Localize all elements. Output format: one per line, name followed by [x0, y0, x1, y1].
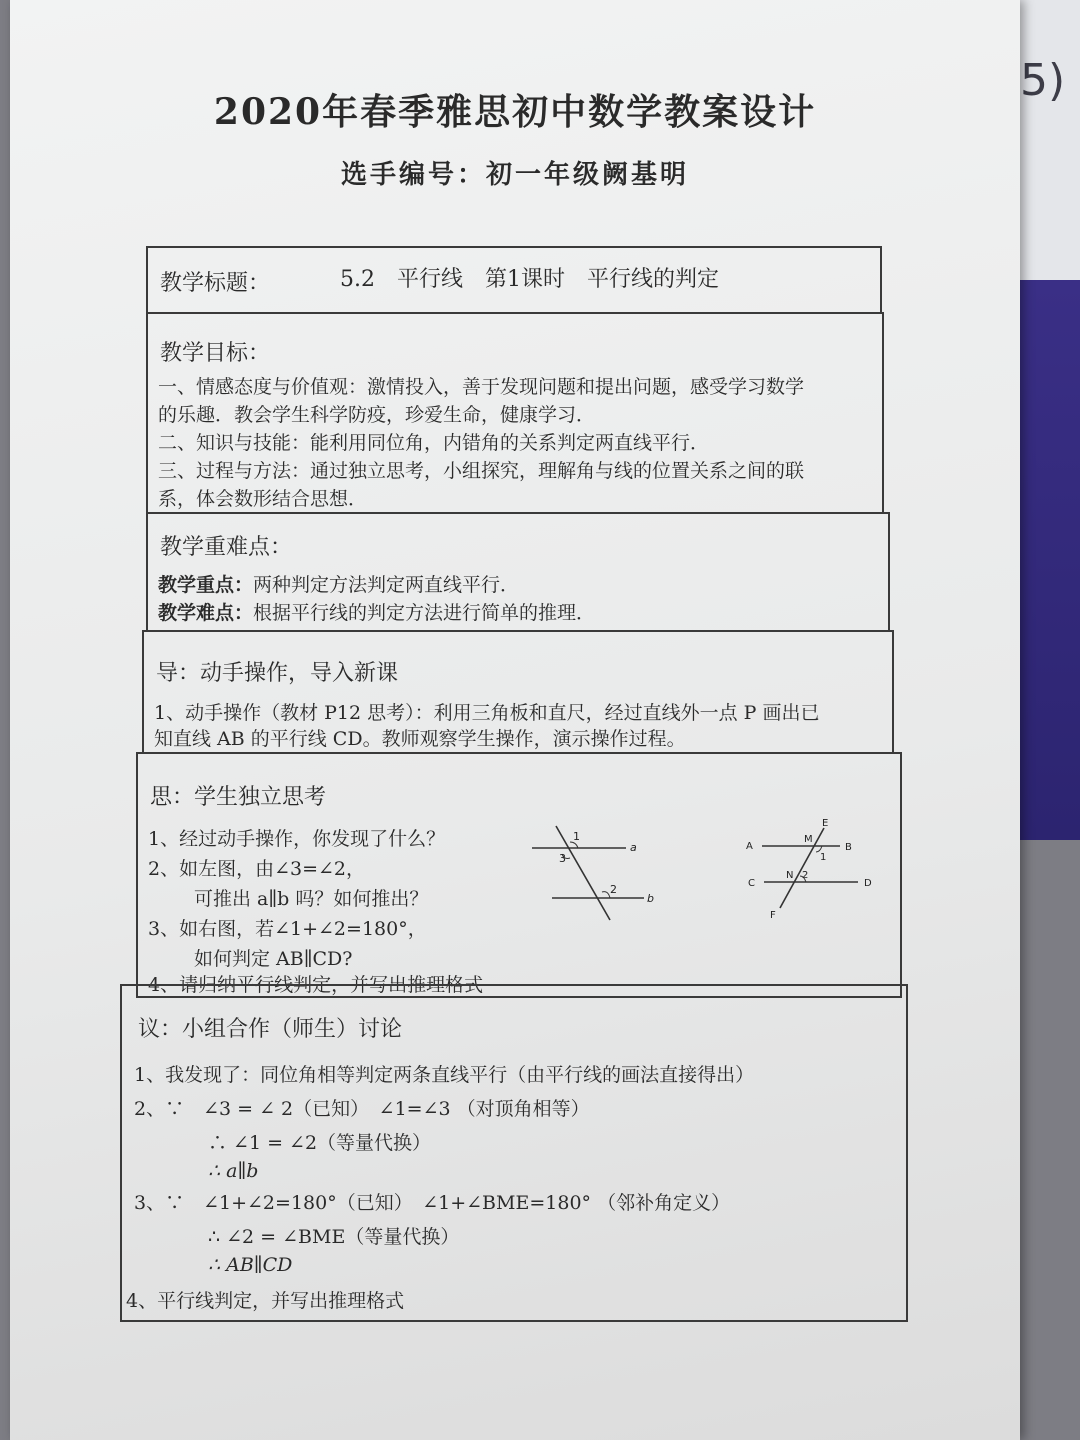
discuss-heading: 议：小组合作（师生）讨论	[138, 1017, 403, 1042]
point-label-n: N	[786, 870, 794, 881]
objective-line: 三、过程与方法：通过独立思考，小组探究，理解角与线的位置关系之间的联	[158, 460, 805, 482]
discuss-line: ∴ AB∥CD	[208, 1254, 293, 1276]
discuss-line: 2、∵ ∠3 = ∠ 2（已知） ∠1=∠3 （对顶角相等）	[134, 1098, 590, 1120]
discuss-line: 4、平行线判定，并写出推理格式	[126, 1290, 405, 1312]
think-section	[136, 752, 902, 998]
think-line: 1、经过动手操作，你发现了什么？	[148, 828, 446, 850]
key-points-heading: 教学重难点：	[160, 535, 293, 560]
discuss-line: ∴ a∥b	[208, 1160, 259, 1182]
point-label-d: D	[864, 878, 872, 889]
guide-heading: 导：动手操作，导入新课	[156, 661, 399, 686]
point-label-m: M	[804, 834, 813, 845]
think-line: 2、如左图，由∠3=∠2，	[148, 858, 366, 880]
angle-label-1: 1	[820, 852, 827, 863]
background-handwriting: 5)	[1020, 55, 1066, 106]
point-label-a: A	[746, 841, 753, 852]
guide-line: 知直线 AB 的平行线 CD。教师观察学生操作，演示操作过程。	[154, 728, 686, 750]
angle-label-2: 2	[610, 883, 617, 896]
focus-text: 两种判定方法判定两直线平行．	[253, 574, 520, 596]
discuss-section	[120, 984, 908, 1322]
angle-label-3: 3	[559, 852, 566, 865]
background-surface	[1010, 280, 1080, 840]
parallel-figure-left	[530, 820, 680, 940]
line-label-b: b	[647, 892, 654, 905]
parallel-figure-right	[744, 816, 884, 926]
topic-value: 5.2 平行线 第1课时 平行线的判定	[340, 267, 719, 292]
objectives-heading: 教学目标：	[160, 341, 271, 366]
topic-label: 教学标题：	[160, 271, 271, 296]
objective-line: 系，体会数形结合思想．	[158, 488, 368, 510]
discuss-line: ∴ ∠1 = ∠2（等量代换）	[208, 1132, 432, 1154]
difficulty-row	[158, 598, 595, 625]
think-line: 3、如右图，若∠1+∠2=180°，	[148, 918, 427, 940]
think-heading: 思：学生独立思考	[150, 785, 327, 810]
discuss-line: 1、我发现了：同位角相等判定两条直线平行（由平行线的画法直接得出）	[134, 1064, 755, 1086]
line-label-a: a	[630, 841, 637, 854]
line-ef	[780, 828, 827, 908]
think-line: 4、请归纳平行线判定，并写出推理格式	[148, 974, 484, 996]
discuss-line: 3、∵ ∠1+∠2=180°（已知） ∠1+∠BME=180° （邻补角定义）	[134, 1192, 731, 1214]
topic-section	[146, 246, 882, 314]
transversal	[556, 826, 610, 920]
point-label-f: F	[770, 910, 776, 921]
think-line: 如何判定 AB∥CD?	[194, 948, 353, 970]
difficulty-label: 教学难点：	[158, 602, 254, 624]
lesson-plan-page	[10, 0, 1020, 1440]
objectives-section	[146, 312, 884, 514]
point-label-c: C	[748, 878, 755, 889]
objective-line: 一、情感态度与价值观：激情投入，善于发现问题和提出问题，感受学习数学	[158, 376, 805, 398]
key-points-section	[146, 512, 890, 632]
objective-line: 的乐趣．教会学生科学防疫，珍爱生命，健康学习．	[158, 404, 596, 426]
point-label-b: B	[845, 842, 852, 853]
objective-line: 二、知识与技能：能利用同位角，内错角的关系判定两直线平行．	[158, 432, 710, 454]
difficulty-text: 根据平行线的判定方法进行简单的推理．	[253, 602, 596, 624]
angle-arc	[602, 892, 610, 898]
angle-label-2: 2	[802, 870, 809, 881]
guide-section	[142, 630, 894, 754]
contestant-id: 选手编号：初一年级阙基明	[340, 160, 689, 190]
focus-row	[158, 570, 519, 597]
guide-line: 1、动手操作（教材 P12 思考）：利用三角板和直尺，经过直线外一点 P 画出已	[154, 702, 820, 724]
discuss-line: ∴ ∠2 = ∠BME（等量代换）	[208, 1226, 460, 1248]
document-title: 2020年春季雅思初中数学教案设计	[213, 91, 817, 133]
think-line: 可推出 a∥b 吗？如何推出？	[194, 888, 429, 910]
focus-label: 教学重点：	[158, 574, 254, 596]
point-label-e: E	[822, 818, 829, 829]
angle-label-1: 1	[573, 830, 580, 843]
